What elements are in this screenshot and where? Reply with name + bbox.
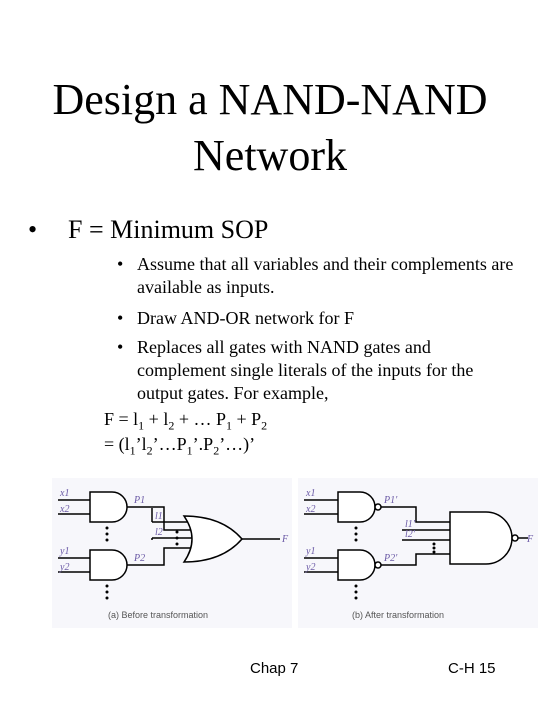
fig-b-product-p1: P1' [384, 495, 398, 506]
eq-sub: 1 [129, 443, 136, 458]
nand-gate-out [450, 512, 512, 564]
fig-a-literal-l1: l1 [155, 511, 163, 522]
fig-b-literal-l1: l1' [405, 519, 415, 530]
fig-b-caption: (b) After transformation [352, 610, 445, 620]
figure-nand-nand [298, 478, 538, 628]
main-bullet-text: F = Minimum SOP [68, 215, 269, 244]
sub-bullet-text: Replaces all gates with NAND gates and complement single literals of the inputs for the output gates. For example, [137, 337, 474, 403]
fig-b-input-x1: x1 [306, 488, 316, 499]
sub-bullet-1 [117, 253, 517, 299]
fig-a-product-p2: P2 [134, 553, 146, 564]
title-line-1: Design a NAND-NAND [52, 75, 488, 124]
and-gate-1 [90, 492, 127, 522]
fig-a-caption: (a) Before transformation [108, 610, 209, 620]
equation-nand [104, 433, 255, 462]
bullet-dot: • [28, 215, 38, 244]
eq-part: ’l [135, 434, 147, 454]
fig-a-literal-l2: l2 [155, 527, 163, 538]
eq-part: + … P [174, 409, 226, 429]
sub-bullet-2 [117, 307, 517, 330]
main-bullet [28, 213, 268, 247]
footer-page-number: C-H 15 [448, 660, 496, 677]
and-or-diagram [52, 478, 292, 628]
eq-part: + l [144, 409, 169, 429]
title-line-2: Network [193, 131, 347, 180]
fig-a-input-x1: x1 [60, 488, 70, 499]
footer-chapter: Chap 7 [250, 660, 299, 677]
eq-sub: 2 [146, 443, 153, 458]
fig-a-output-f: F [282, 534, 289, 545]
eq-part: F = l [104, 409, 139, 429]
fig-a-input-y2: y2 [60, 562, 70, 573]
fig-a-input-y1: y1 [60, 546, 70, 557]
eq-sub: 2 [168, 418, 175, 433]
eq-part: ’…P [152, 434, 187, 454]
fig-a-input-x2: x2 [60, 504, 70, 515]
eq-sub: 1 [226, 418, 232, 433]
sub-bullet-3 [117, 336, 517, 405]
sub-bullet-text: Draw AND-OR network for F [137, 308, 354, 328]
nand-gate-2 [338, 550, 375, 580]
eq-part: ’.P [192, 434, 214, 454]
fig-b-input-x2: x2 [306, 504, 316, 515]
eq-part: + P [232, 409, 262, 429]
nand-bubble-out [512, 535, 518, 541]
bullet-dot: • [117, 308, 124, 328]
eq-sub: 2 [261, 418, 268, 433]
nand-nand-diagram [298, 478, 538, 628]
fig-b-output-f: F [527, 534, 534, 545]
fig-b-input-y2: y2 [306, 562, 316, 573]
bullet-dot: • [117, 254, 124, 274]
eq-part: ’…)’ [219, 434, 256, 454]
bullet-dot: • [117, 337, 124, 357]
fig-a-product-p1: P1 [134, 495, 146, 506]
slide-title [0, 72, 540, 184]
fig-b-literal-l2: l2' [405, 529, 415, 540]
and-gate-2 [90, 550, 127, 580]
eq-sub: 2 [213, 443, 220, 458]
nand-gate-1 [338, 492, 375, 522]
fig-b-product-p2: P2' [384, 553, 398, 564]
eq-sub: 1 [186, 443, 193, 458]
fig-b-input-y1: y1 [306, 546, 316, 557]
sub-bullet-text: Assume that all variables and their complements are available as inputs. [137, 254, 514, 297]
figure-and-or [52, 478, 292, 628]
nand-bubble-1 [375, 504, 381, 510]
eq-sub: 1 [138, 418, 145, 433]
eq-part: = (l [104, 434, 130, 454]
nand-bubble-2 [375, 562, 381, 568]
